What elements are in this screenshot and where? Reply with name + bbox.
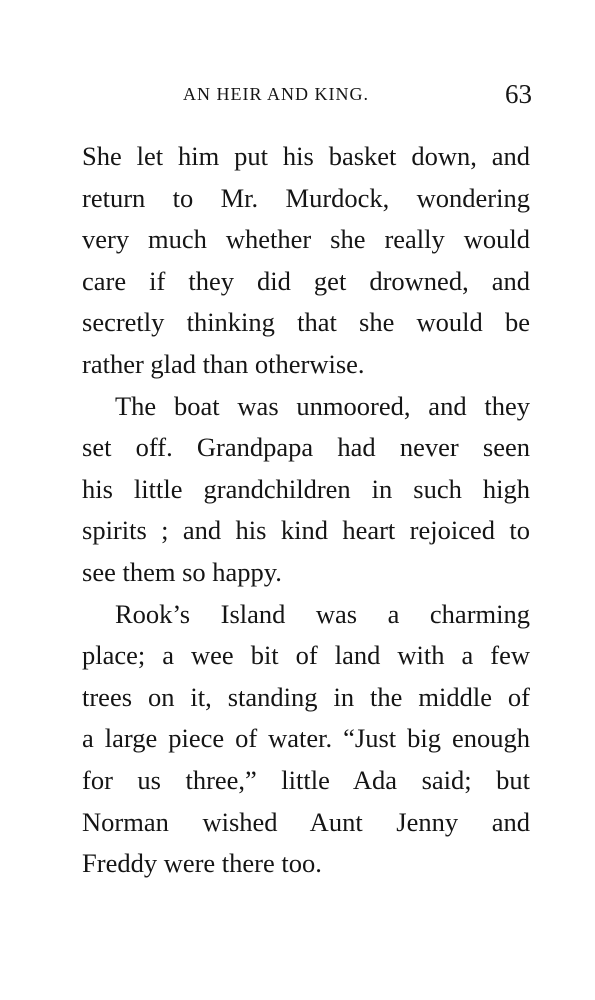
- text-line: for us three,” little Ada said; but: [82, 764, 530, 795]
- text-line: place; a wee bit of land with a few: [82, 640, 530, 671]
- text-line: trees on it, standing in the middle of: [82, 681, 530, 712]
- text-line: rather glad than otherwise.: [82, 348, 365, 379]
- text-line: She let him put his basket down, and: [82, 141, 530, 171]
- text-line: Norman wished Aunt Jenny and: [82, 806, 530, 837]
- paragraph: [82, 136, 530, 386]
- paragraph: [82, 594, 530, 885]
- text-line: a large piece of water. “Just big enough: [82, 723, 530, 754]
- text-line: return to Mr. Murdock, wondering: [82, 182, 530, 213]
- running-title: AN HEIR AND KING.: [183, 84, 369, 104]
- paragraph: [82, 386, 530, 594]
- text-line: his little grandchildren in such high: [82, 473, 530, 504]
- text-line: see them so happy.: [82, 556, 282, 587]
- body-text: [82, 136, 530, 885]
- text-line: secretly thinking that she would be: [82, 307, 530, 338]
- text-line: spirits ; and his kind heart rejoiced to: [82, 515, 530, 546]
- text-line: set off. Grandpapa had never seen: [82, 432, 530, 463]
- text-line: care if they did get drowned, and: [82, 265, 530, 296]
- text-line: Rook’s Island was a charming: [115, 598, 530, 629]
- page-number: 63: [505, 79, 532, 109]
- text-line: very much whether she really would: [82, 224, 530, 255]
- text-line: Freddy were there too.: [82, 848, 322, 879]
- text-line: The boat was unmoored, and they: [115, 390, 530, 421]
